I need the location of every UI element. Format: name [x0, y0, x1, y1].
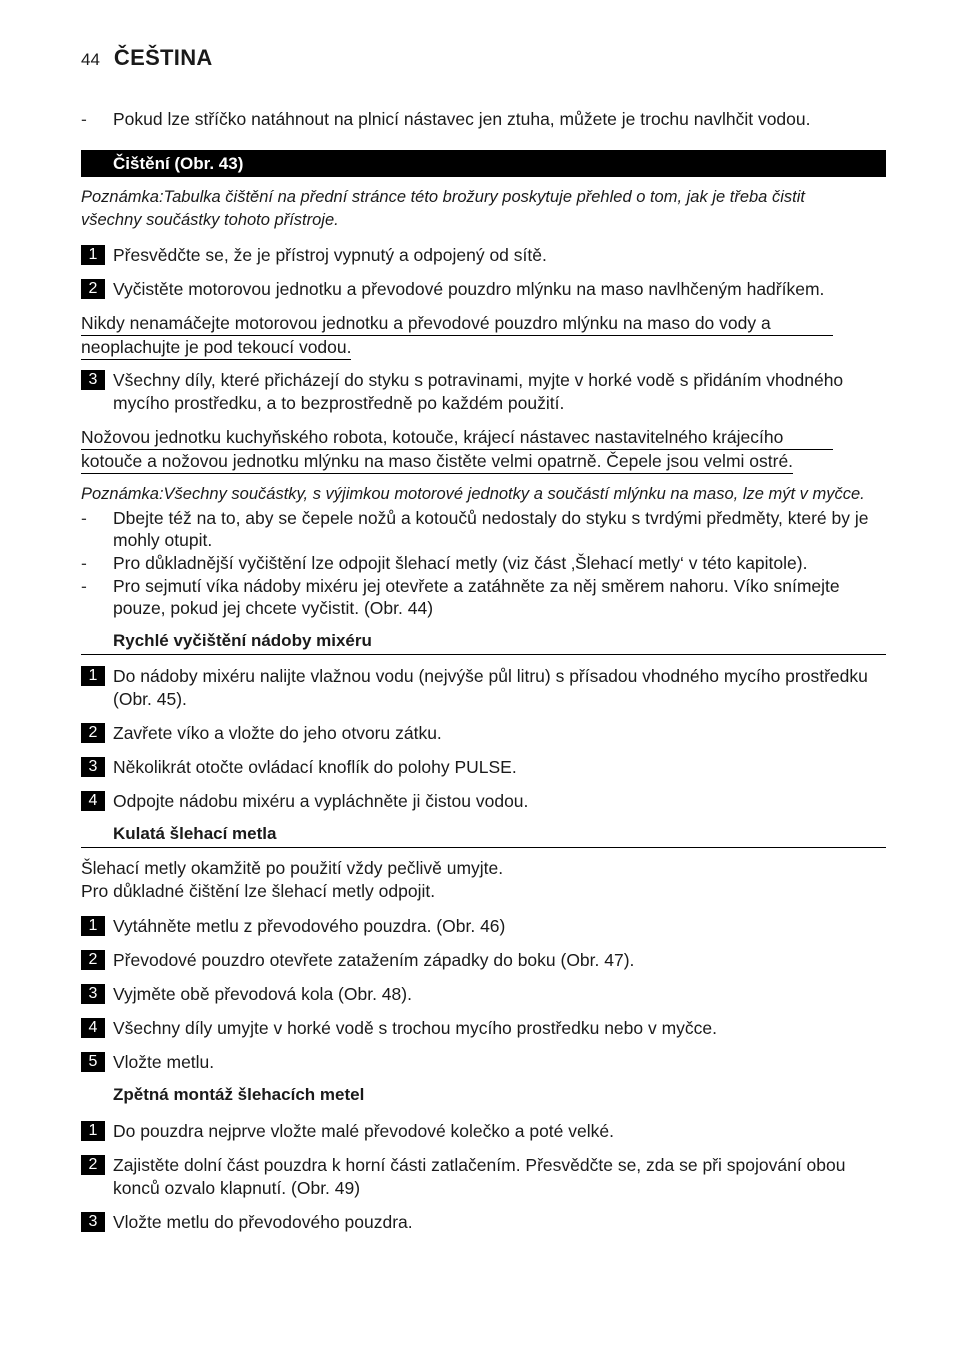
- step-number: 1: [81, 245, 105, 265]
- step-number: 2: [81, 723, 105, 743]
- step-text: Zavřete víko a vložte do jeho otvoru zátku.: [113, 723, 442, 743]
- intro-dash-text: Pokud lze stříčko natáhnout na plnicí nástavec jen ztuha, můžete je trochu navlhčit vodou.: [113, 109, 811, 129]
- language-title: ČEŠTINA: [113, 45, 213, 70]
- whisk-intro-line: Šlehací metly okamžitě po použití vždy pečlivě umyjte.: [81, 858, 504, 878]
- whisk-intro-line: Pro důkladné čištění lze šlehací metly odpojit.: [81, 881, 436, 901]
- step-text: Vyčistěte motorovou jednotku a převodové pouzdro mlýnku na maso navlhčeným hadříkem.: [113, 279, 825, 299]
- step-number: 2: [81, 950, 105, 970]
- step-number: 3: [81, 757, 105, 777]
- step-number: 3: [81, 370, 105, 390]
- warning-sharp-blades: [81, 426, 886, 474]
- step-number: 1: [81, 916, 105, 936]
- step-text: Odpojte nádobu mixéru a vypláchněte ji čistou vodou.: [113, 791, 529, 811]
- page-header: [81, 45, 213, 71]
- dash-item: - Pro důkladnější vyčištění lze odpojit šlehací metly (viz část ‚Šlehací metly‘ v této kapitole).: [81, 552, 886, 574]
- section-title-whisk: Kulatá šlehací metla: [81, 824, 886, 848]
- whisk-step: [81, 915, 886, 938]
- step-text: Všechny díly umyjte v horké vodě s trochou mycího prostředku nebo v myčce.: [113, 1018, 718, 1038]
- step-text: Převodové pouzdro otevřete zatažením západky do boku (Obr. 47).: [113, 950, 635, 970]
- step-number: 2: [81, 279, 105, 299]
- blender-step: [81, 756, 886, 779]
- whisk-step: [81, 1017, 886, 1040]
- page-number: 44: [81, 50, 100, 69]
- step-text: Vložte metlu.: [113, 1052, 215, 1072]
- step-number: 2: [81, 1155, 105, 1175]
- warning-no-immersion: [81, 312, 886, 360]
- step-text: Všechny díly, které přicházejí do styku s potravinami, myjte v horké vodě s přidáním vhodného mycího prostředku, a to bezprostředně po každém použití.: [113, 370, 844, 413]
- section-title-reassembly: Zpětná montáž šlehacích metel: [113, 1085, 365, 1104]
- dash-item: - Pro sejmutí víka nádoby mixéru jej otevřete a zatáhněte za něj směrem nahoru. Víko snímejte pouze, pokud jej chcete vyčistit. (Obr. 44): [81, 575, 886, 619]
- dash-item: - Dbejte též na to, aby se čepele nožů a kotoučů nedostaly do styku s tvrdými předměty, které by je mohly otupit.: [81, 507, 886, 551]
- step-number: 4: [81, 1018, 105, 1038]
- step-text: Vytáhněte metlu z převodového pouzdra. (Obr. 46): [113, 916, 506, 936]
- blender-step: [81, 665, 886, 711]
- whisk-step: [81, 983, 886, 1006]
- reassembly-step: [81, 1211, 886, 1234]
- cleaning-note: [81, 186, 886, 232]
- dishwasher-note: Poznámka:Všechny součástky, s výjimkou motorové jednotky a součástí mlýnku na maso, lze mýt v myčce.: [81, 485, 865, 503]
- step-text: Do pouzdra nejprve vložte malé převodové kolečko a poté velké.: [113, 1121, 614, 1141]
- step-number: 3: [81, 1212, 105, 1232]
- cleaning-step: [81, 369, 886, 415]
- whisk-step: [81, 949, 886, 972]
- dash-text: Pro sejmutí víka nádoby mixéru jej otevřete a zatáhněte za něj směrem nahoru. Víko snímejte pouze, pokud jej chcete vyčistit. (Obr. 44): [113, 576, 840, 618]
- step-number: 1: [81, 1121, 105, 1141]
- cleaning-note-line: všechny součástky tohoto přístroje.: [81, 211, 339, 229]
- reassembly-step: [81, 1120, 886, 1143]
- intro-dash-item: - Pokud lze stříčko natáhnout na plnicí nástavec jen ztuha, můžete je trochu navlhčit vodou.: [81, 108, 886, 130]
- step-text: Vyjměte obě převodová kola (Obr. 48).: [113, 984, 412, 1004]
- section-title-cleaning: Čištění (Obr. 43): [81, 150, 886, 177]
- section-title-blender: Rychlé vyčištění nádoby mixéru: [81, 631, 886, 655]
- step-text: Vložte metlu do převodového pouzdra.: [113, 1212, 413, 1232]
- step-number: 5: [81, 1052, 105, 1072]
- dash-text: Pro důkladnější vyčištění lze odpojit šlehací metly (viz část ‚Šlehací metly‘ v této kapitole).: [113, 553, 808, 573]
- warning-line: neoplachujte je pod tekoucí vodou.: [81, 336, 351, 360]
- step-text: Zajistěte dolní část pouzdra k horní části zatlačením. Přesvědčte se, zda se při spojování obou konců ozvalo klapnutí. (Obr. 49): [113, 1155, 846, 1198]
- step-text: Přesvědčte se, že je přístroj vypnutý a odpojený od sítě.: [113, 245, 547, 265]
- whisk-intro: [81, 857, 886, 903]
- dash-text: Dbejte též na to, aby se čepele nožů a kotoučů nedostaly do styku s tvrdými předměty, které by je mohly otupit.: [113, 508, 869, 550]
- blender-step: [81, 790, 886, 813]
- cleaning-dash-list: [81, 507, 886, 619]
- step-number: 1: [81, 666, 105, 686]
- warning-line: kotouče a nožovou jednotku mlýnku na maso čistěte velmi opatrně. Čepele jsou velmi ostré.: [81, 450, 793, 474]
- reassembly-step: [81, 1154, 886, 1200]
- step-number: 3: [81, 984, 105, 1004]
- step-number: 4: [81, 791, 105, 811]
- step-text: Do nádoby mixéru nalijte vlažnou vodu (nejvýše půl litru) s přísadou vhodného mycího prostředku (Obr. 45).: [113, 666, 868, 709]
- cleaning-note-line: Poznámka:Tabulka čištění na přední stránce této brožury poskytuje přehled o tom, jak je třeba čistit: [81, 188, 805, 206]
- step-text: Několikrát otočte ovládací knoflík do polohy PULSE.: [113, 757, 517, 777]
- warning-line: Nožovou jednotku kuchyňského robota, kotouče, krájecí nástavec nastavitelného krájecího: [81, 426, 833, 450]
- cleaning-step: [81, 278, 886, 301]
- warning-line: Nikdy nenamáčejte motorovou jednotku a převodové pouzdro mlýnku na maso do vody a: [81, 312, 833, 336]
- blender-step: [81, 722, 886, 745]
- whisk-step: [81, 1051, 886, 1074]
- cleaning-step: [81, 244, 886, 267]
